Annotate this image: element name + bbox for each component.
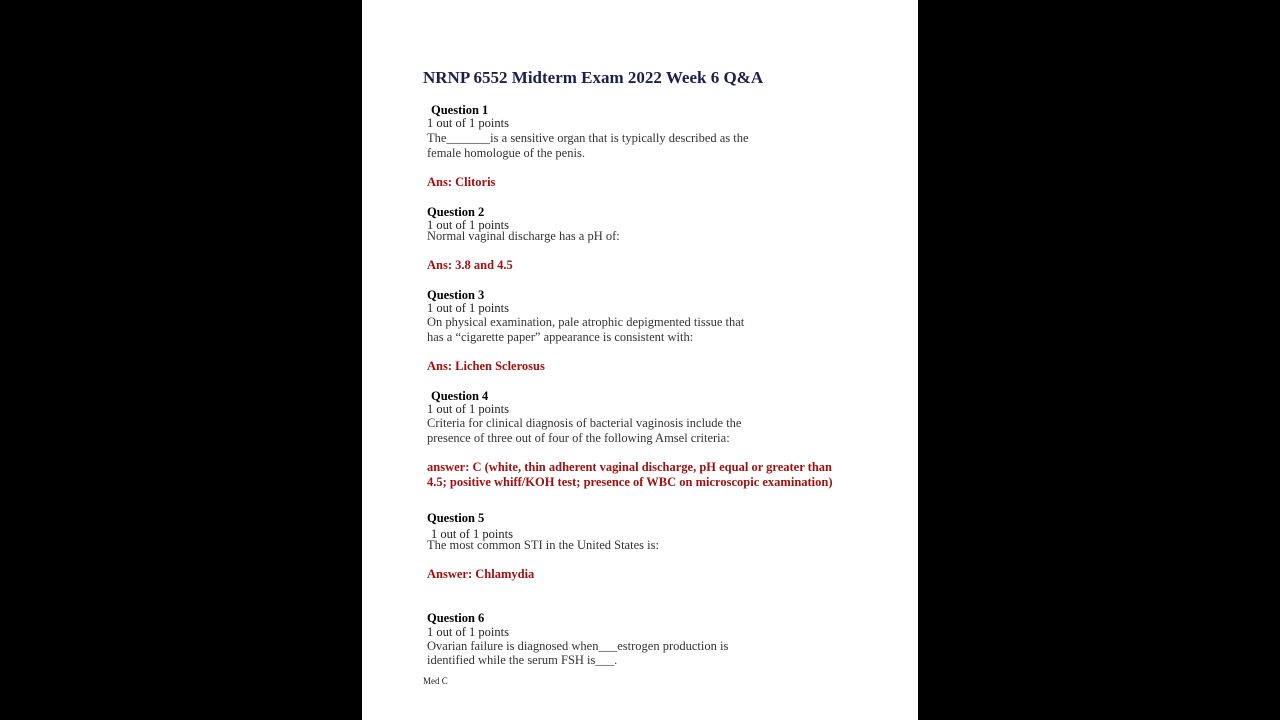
question-3-text: On physical examination, pale atrophic depigmented tissue that	[427, 315, 745, 329]
question-5-answer: Answer: Chlamydia	[427, 567, 535, 581]
question-4-label: Question 4	[431, 389, 489, 403]
question-2-points: 1 out of 1 points	[427, 218, 509, 232]
question-2-text: Normal vaginal discharge has a pH of:	[427, 229, 620, 243]
question-4-answer: 4.5; positive whiff/KOH test; presence of WBC on microscopic examination)	[427, 475, 833, 489]
question-1-points: 1 out of 1 points	[427, 116, 509, 130]
question-2-label: Question 2	[427, 205, 485, 219]
question-1-label: Question 1	[431, 103, 489, 117]
question-1-answer: Ans: Clitoris	[427, 175, 496, 189]
document-title: NRNP 6552 Midterm Exam 2022 Week 6 Q&A	[423, 68, 764, 87]
question-4-answer: answer: C (white, thin adherent vaginal discharge, pH equal or greater than	[427, 460, 832, 474]
question-4-points: 1 out of 1 points	[427, 402, 509, 416]
question-6-points: 1 out of 1 points	[427, 625, 509, 639]
question-4-text: presence of three out of four of the following Amsel criteria:	[427, 431, 730, 445]
question-3-text: has a “cigarette paper” appearance is consistent with:	[427, 330, 694, 344]
question-6-text: Ovarian failure is diagnosed when___estrogen production is	[427, 639, 729, 653]
question-5-label: Question 5	[427, 511, 485, 525]
document-page	[362, 0, 918, 720]
question-1-text: The_______is a sensitive organ that is typically described as the	[427, 131, 749, 145]
question-2-answer: Ans: 3.8 and 4.5	[427, 258, 513, 272]
question-3-answer: Ans: Lichen Sclerosus	[427, 359, 545, 373]
question-4-text: Criteria for clinical diagnosis of bacterial vaginosis include the	[427, 416, 742, 430]
question-6-text: identified while the serum FSH is___.	[427, 653, 618, 667]
question-6-label: Question 6	[427, 611, 485, 625]
question-5-points: 1 out of 1 points	[431, 527, 513, 541]
question-3-label: Question 3	[427, 288, 485, 302]
question-5-text: The most common STI in the United States is:	[427, 538, 659, 552]
question-1-text: female homologue of the penis.	[427, 146, 585, 160]
question-3-points: 1 out of 1 points	[427, 301, 509, 315]
page-footer: Med C	[423, 676, 448, 686]
